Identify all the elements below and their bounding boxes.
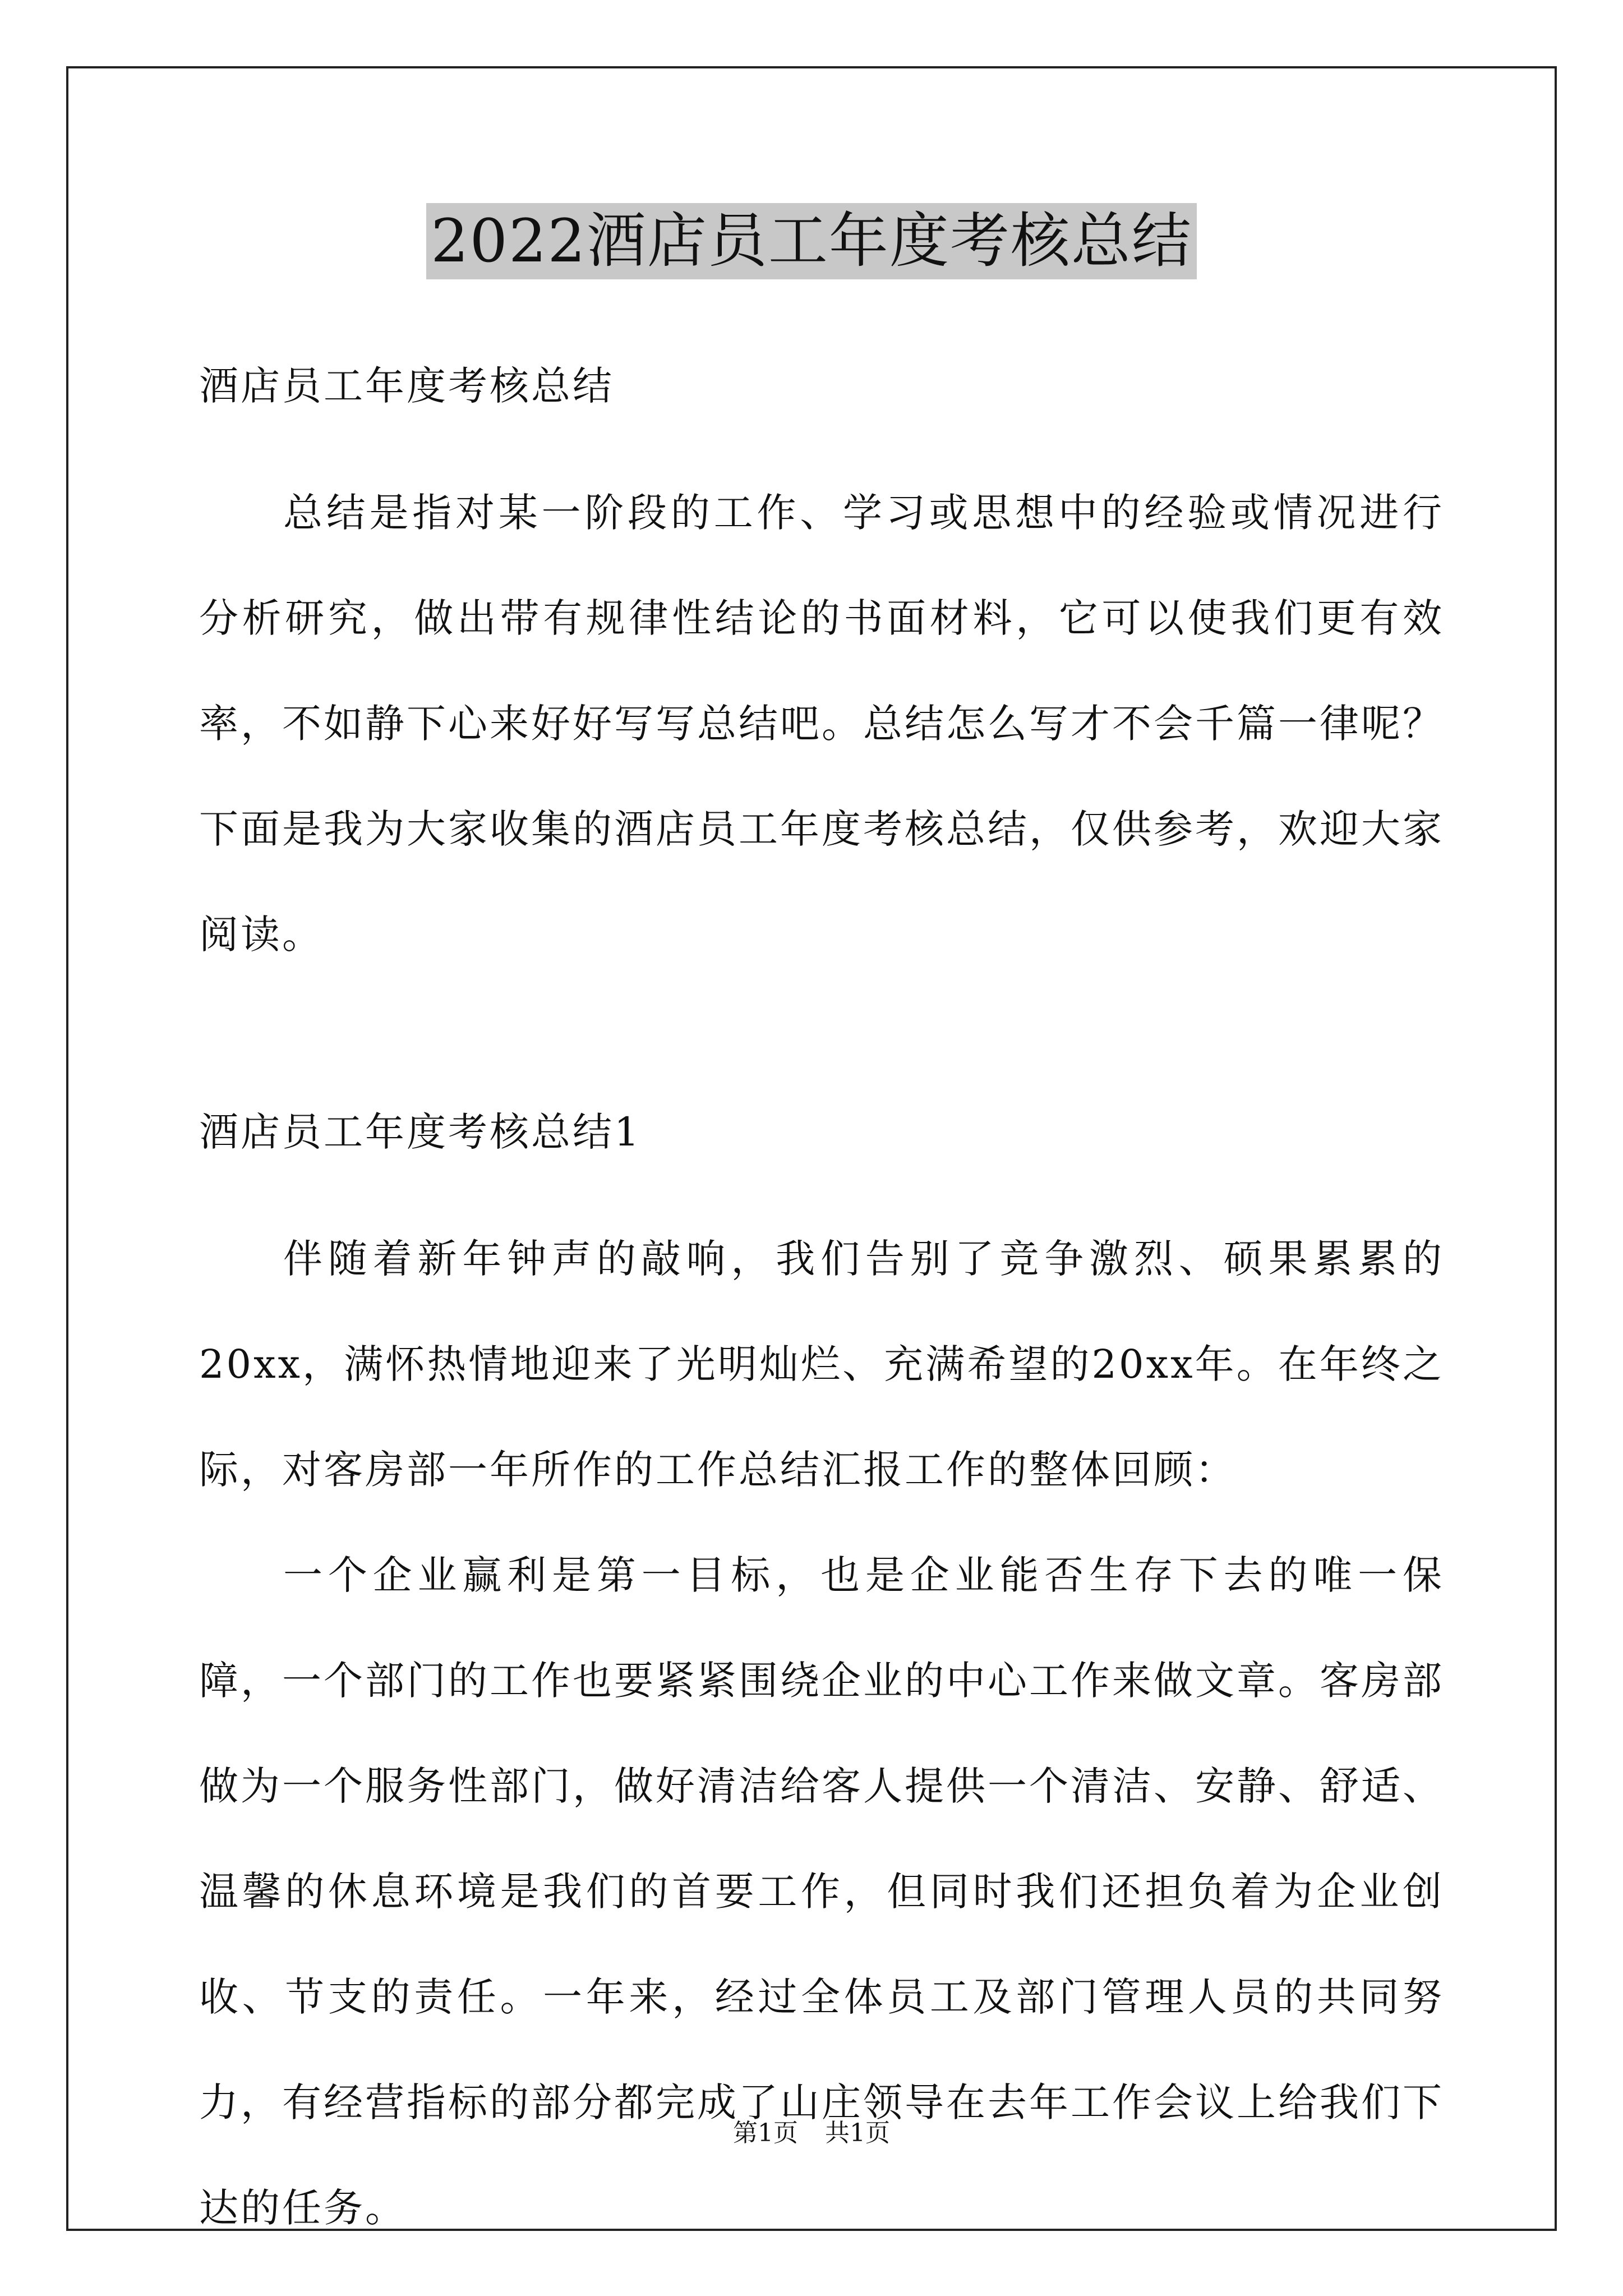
page-footer <box>0 2116 1623 2150</box>
body-paragraph-2: 一个企业赢利是第一目标，也是企业能否生存下去的唯一保障，一个部门的工作也要紧紧围绕企业的中心工作来做文章。客房部做为一个服务性部门，做好清洁给客人提供一个清洁、安静、舒适、温馨的休息环境是我们的首要工作，但同时我们还担负着为企业创收、节支的责任。一年来，经过全体员工及部门管理人员的共同努力，有经营指标的部分都完成了山庄领导在去年工作会议上给我们下达的任务。 <box>199 1552 1444 2231</box>
document-title: 2022酒店员工年度考核总结 <box>426 203 1197 279</box>
page-total: 共1页 <box>825 2119 890 2147</box>
section-heading: 酒店员工年度考核总结1 <box>199 1109 642 1155</box>
intro-paragraph: 总结是指对某一阶段的工作、学习或思想中的经验或情况进行分析研究，做出带有规律性结论的书面材料，它可以使我们更有效率，不如静下心来好好写写总结吧。总结怎么写才不会千篇一律呢？下面是我为大家收集的酒店员工年度考核总结，仅供参考，欢迎大家阅读。 <box>199 490 1444 958</box>
document-subtitle: 酒店员工年度考核总结 <box>199 363 614 409</box>
document-body <box>199 359 1444 2261</box>
page-number: 第1页 <box>733 2119 798 2147</box>
body-paragraph-1: 伴随着新年钟声的敲响，我们告别了竞争激烈、硕果累累的20xx，满怀热情地迎来了光明灿烂、充满希望的20xx年。在年终之际，对客房部一年所作的工作总结汇报工作的整体回顾： <box>199 1236 1444 1493</box>
title-container <box>0 203 1623 279</box>
